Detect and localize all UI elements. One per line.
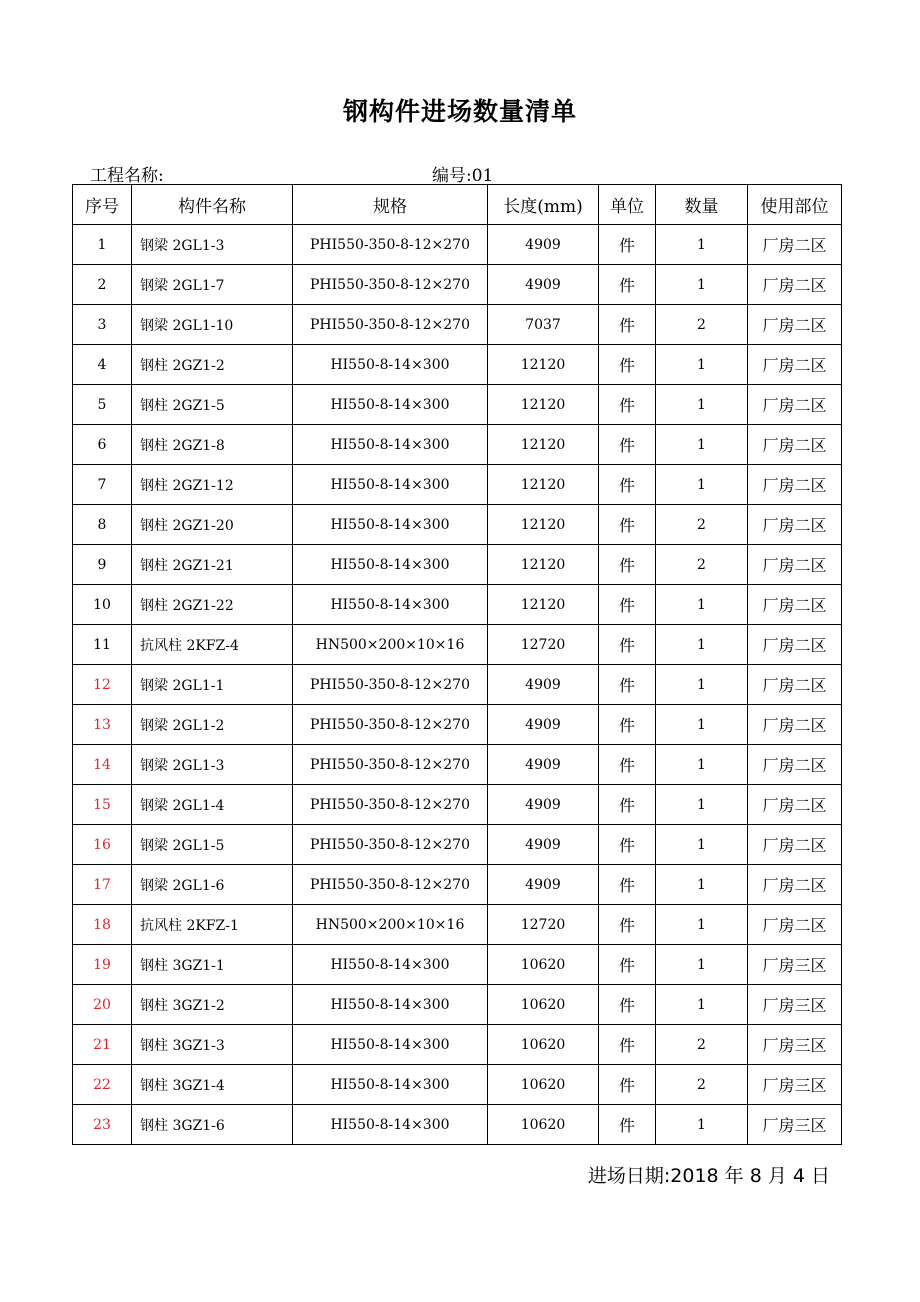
quantity-cell: 2 [656, 1065, 748, 1105]
location-cell: 厂房二区 [748, 425, 842, 465]
serial-cell: 10 [73, 585, 132, 625]
quantity-cell: 1 [656, 705, 748, 745]
quantity-cell: 1 [656, 945, 748, 985]
component-name-cell: 钢梁 2GL1-3 [132, 225, 293, 265]
unit-cell: 件 [599, 545, 656, 585]
serial-cell: 6 [73, 425, 132, 465]
length-cell: 10620 [488, 1105, 599, 1145]
unit-cell: 件 [599, 905, 656, 945]
length-cell: 4909 [488, 785, 599, 825]
location-cell: 厂房二区 [748, 825, 842, 865]
header-length: 长度(mm) [488, 185, 599, 225]
component-name-cell: 钢柱 2GZ1-22 [132, 585, 293, 625]
unit-cell: 件 [599, 865, 656, 905]
length-cell: 12120 [488, 385, 599, 425]
spec-cell: HI550-8-14×300 [293, 505, 488, 545]
spec-cell: PHI550-350-8-12×270 [293, 265, 488, 305]
spec-cell: HI550-8-14×300 [293, 1025, 488, 1065]
quantity-cell: 1 [656, 785, 748, 825]
location-cell: 厂房二区 [748, 305, 842, 345]
unit-cell: 件 [599, 985, 656, 1025]
header-component-name: 构件名称 [132, 185, 293, 225]
document-title: 钢构件进场数量清单 [342, 97, 577, 126]
serial-cell: 9 [73, 545, 132, 585]
table-row [73, 1065, 842, 1105]
location-cell: 厂房二区 [748, 545, 842, 585]
spec-cell: HI550-8-14×300 [293, 545, 488, 585]
serial-cell: 5 [73, 385, 132, 425]
quantity-cell: 1 [656, 225, 748, 265]
unit-cell: 件 [599, 1025, 656, 1065]
location-cell: 厂房二区 [748, 345, 842, 385]
table-row [73, 225, 842, 265]
spec-cell: HI550-8-14×300 [293, 425, 488, 465]
spec-cell: PHI550-350-8-12×270 [293, 825, 488, 865]
unit-cell: 件 [599, 465, 656, 505]
quantity-cell: 1 [656, 825, 748, 865]
serial-cell: 22 [73, 1065, 132, 1105]
unit-cell: 件 [599, 825, 656, 865]
location-cell: 厂房二区 [748, 905, 842, 945]
quantity-cell: 1 [656, 665, 748, 705]
unit-cell: 件 [599, 1065, 656, 1105]
length-cell: 12120 [488, 465, 599, 505]
component-name-cell: 钢柱 3GZ1-2 [132, 985, 293, 1025]
quantity-cell: 1 [656, 465, 748, 505]
quantity-cell: 1 [656, 865, 748, 905]
unit-cell: 件 [599, 585, 656, 625]
component-name-cell: 钢柱 2GZ1-5 [132, 385, 293, 425]
serial-cell: 13 [73, 705, 132, 745]
location-cell: 厂房三区 [748, 1105, 842, 1145]
table-row [73, 305, 842, 345]
quantity-cell: 1 [656, 345, 748, 385]
quantity-cell: 2 [656, 305, 748, 345]
component-name-cell: 钢柱 2GZ1-20 [132, 505, 293, 545]
length-cell: 12720 [488, 905, 599, 945]
component-name-cell: 钢梁 2GL1-4 [132, 785, 293, 825]
quantity-cell: 2 [656, 1025, 748, 1065]
table-row [73, 625, 842, 665]
spec-cell: HI550-8-14×300 [293, 345, 488, 385]
table-row [73, 785, 842, 825]
spec-cell: PHI550-350-8-12×270 [293, 785, 488, 825]
length-cell: 12720 [488, 625, 599, 665]
header-quantity: 数量 [656, 185, 748, 225]
location-cell: 厂房二区 [748, 745, 842, 785]
table-row [73, 745, 842, 785]
quantity-cell: 1 [656, 905, 748, 945]
quantity-cell: 1 [656, 1105, 748, 1145]
unit-cell: 件 [599, 385, 656, 425]
length-cell: 4909 [488, 825, 599, 865]
serial-cell: 11 [73, 625, 132, 665]
length-cell: 12120 [488, 345, 599, 385]
table-row [73, 385, 842, 425]
spec-cell: HN500×200×10×16 [293, 905, 488, 945]
serial-cell: 19 [73, 945, 132, 985]
unit-cell: 件 [599, 625, 656, 665]
table-row [73, 425, 842, 465]
table-body [73, 225, 842, 1145]
length-cell: 12120 [488, 505, 599, 545]
quantity-cell: 1 [656, 585, 748, 625]
header-spec: 规格 [293, 185, 488, 225]
component-name-cell: 钢柱 2GZ1-8 [132, 425, 293, 465]
spec-cell: HI550-8-14×300 [293, 385, 488, 425]
location-cell: 厂房二区 [748, 225, 842, 265]
quantity-cell: 2 [656, 545, 748, 585]
location-cell: 厂房三区 [748, 945, 842, 985]
component-name-cell: 抗风柱 2KFZ-1 [132, 905, 293, 945]
quantity-cell: 1 [656, 625, 748, 665]
table-row [73, 905, 842, 945]
component-name-cell: 钢梁 2GL1-7 [132, 265, 293, 305]
component-name-cell: 钢梁 2GL1-3 [132, 745, 293, 785]
component-name-cell: 钢柱 2GZ1-21 [132, 545, 293, 585]
component-name-cell: 钢柱 3GZ1-4 [132, 1065, 293, 1105]
spec-cell: HI550-8-14×300 [293, 985, 488, 1025]
component-name-cell: 钢柱 2GZ1-12 [132, 465, 293, 505]
component-name-cell: 钢柱 3GZ1-6 [132, 1105, 293, 1145]
document-number: 编号:01 [432, 166, 494, 186]
length-cell: 10620 [488, 1065, 599, 1105]
location-cell: 厂房二区 [748, 505, 842, 545]
serial-cell: 12 [73, 665, 132, 705]
spec-cell: HI550-8-14×300 [293, 1105, 488, 1145]
serial-cell: 23 [73, 1105, 132, 1145]
component-name-cell: 抗风柱 2KFZ-4 [132, 625, 293, 665]
unit-cell: 件 [599, 745, 656, 785]
serial-cell: 4 [73, 345, 132, 385]
table-row [73, 505, 842, 545]
location-cell: 厂房三区 [748, 1025, 842, 1065]
table-row [73, 865, 842, 905]
component-list-table [72, 184, 842, 1145]
unit-cell: 件 [599, 665, 656, 705]
header-serial: 序号 [73, 185, 132, 225]
table-row [73, 825, 842, 865]
serial-cell: 8 [73, 505, 132, 545]
location-cell: 厂房二区 [748, 785, 842, 825]
spec-cell: HI550-8-14×300 [293, 1065, 488, 1105]
length-cell: 10620 [488, 1025, 599, 1065]
unit-cell: 件 [599, 225, 656, 265]
spec-cell: PHI550-350-8-12×270 [293, 745, 488, 785]
project-name-label: 工程名称: [90, 166, 164, 186]
table-row [73, 1025, 842, 1065]
length-cell: 10620 [488, 945, 599, 985]
table-header-row [73, 185, 842, 225]
component-name-cell: 钢柱 3GZ1-3 [132, 1025, 293, 1065]
serial-cell: 21 [73, 1025, 132, 1065]
length-cell: 4909 [488, 665, 599, 705]
table-row [73, 465, 842, 505]
length-cell: 4909 [488, 705, 599, 745]
table-row [73, 265, 842, 305]
spec-cell: PHI550-350-8-12×270 [293, 225, 488, 265]
component-name-cell: 钢梁 2GL1-5 [132, 825, 293, 865]
spec-cell: PHI550-350-8-12×270 [293, 865, 488, 905]
unit-cell: 件 [599, 945, 656, 985]
unit-cell: 件 [599, 1105, 656, 1145]
location-cell: 厂房三区 [748, 1065, 842, 1105]
serial-cell: 14 [73, 745, 132, 785]
serial-cell: 7 [73, 465, 132, 505]
entry-date: 进场日期:2018 年 8 月 4 日 [587, 1165, 830, 1187]
quantity-cell: 1 [656, 985, 748, 1025]
table-row [73, 985, 842, 1025]
table-row [73, 545, 842, 585]
spec-cell: PHI550-350-8-12×270 [293, 665, 488, 705]
table-row [73, 1105, 842, 1145]
length-cell: 4909 [488, 265, 599, 305]
length-cell: 12120 [488, 545, 599, 585]
unit-cell: 件 [599, 505, 656, 545]
location-cell: 厂房二区 [748, 465, 842, 505]
table-row [73, 585, 842, 625]
header-location: 使用部位 [748, 185, 842, 225]
quantity-cell: 2 [656, 505, 748, 545]
serial-cell: 2 [73, 265, 132, 305]
serial-cell: 1 [73, 225, 132, 265]
length-cell: 4909 [488, 865, 599, 905]
component-name-cell: 钢梁 2GL1-6 [132, 865, 293, 905]
serial-cell: 16 [73, 825, 132, 865]
table-row [73, 945, 842, 985]
spec-cell: PHI550-350-8-12×270 [293, 305, 488, 345]
serial-cell: 15 [73, 785, 132, 825]
header-unit: 单位 [599, 185, 656, 225]
serial-cell: 17 [73, 865, 132, 905]
location-cell: 厂房二区 [748, 665, 842, 705]
serial-cell: 20 [73, 985, 132, 1025]
quantity-cell: 1 [656, 745, 748, 785]
component-name-cell: 钢梁 2GL1-10 [132, 305, 293, 345]
unit-cell: 件 [599, 785, 656, 825]
unit-cell: 件 [599, 425, 656, 465]
serial-cell: 18 [73, 905, 132, 945]
length-cell: 12120 [488, 585, 599, 625]
location-cell: 厂房二区 [748, 265, 842, 305]
unit-cell: 件 [599, 345, 656, 385]
location-cell: 厂房二区 [748, 585, 842, 625]
spec-cell: HI550-8-14×300 [293, 585, 488, 625]
unit-cell: 件 [599, 705, 656, 745]
table-row [73, 345, 842, 385]
length-cell: 12120 [488, 425, 599, 465]
table-row [73, 665, 842, 705]
component-name-cell: 钢柱 3GZ1-1 [132, 945, 293, 985]
quantity-cell: 1 [656, 385, 748, 425]
component-name-cell: 钢柱 2GZ1-2 [132, 345, 293, 385]
serial-cell: 3 [73, 305, 132, 345]
spec-cell: HN500×200×10×16 [293, 625, 488, 665]
component-name-cell: 钢梁 2GL1-1 [132, 665, 293, 705]
table-row [73, 705, 842, 745]
quantity-cell: 1 [656, 425, 748, 465]
unit-cell: 件 [599, 305, 656, 345]
spec-cell: HI550-8-14×300 [293, 465, 488, 505]
length-cell: 10620 [488, 985, 599, 1025]
component-name-cell: 钢梁 2GL1-2 [132, 705, 293, 745]
location-cell: 厂房三区 [748, 985, 842, 1025]
length-cell: 4909 [488, 225, 599, 265]
unit-cell: 件 [599, 265, 656, 305]
length-cell: 4909 [488, 745, 599, 785]
length-cell: 7037 [488, 305, 599, 345]
quantity-cell: 1 [656, 265, 748, 305]
spec-cell: HI550-8-14×300 [293, 945, 488, 985]
spec-cell: PHI550-350-8-12×270 [293, 705, 488, 745]
location-cell: 厂房二区 [748, 705, 842, 745]
location-cell: 厂房二区 [748, 865, 842, 905]
location-cell: 厂房二区 [748, 625, 842, 665]
location-cell: 厂房二区 [748, 385, 842, 425]
